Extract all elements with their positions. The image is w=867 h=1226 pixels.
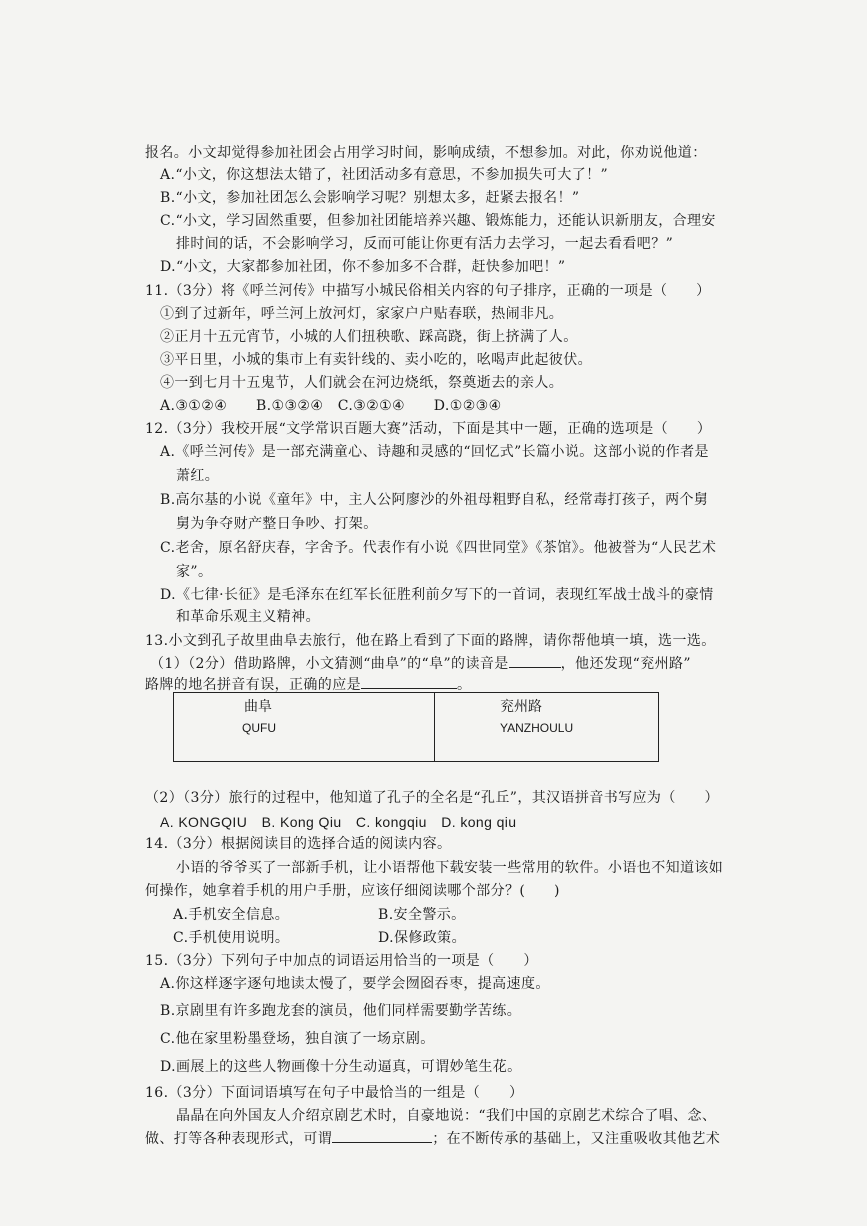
road-sign-table <box>173 692 659 762</box>
q12-option-b-line2: 舅为争夺财产整日争吵、打架。 <box>176 516 378 532</box>
q13-answer-blank-1[interactable] <box>509 655 561 668</box>
q16-body-text-a: 做、打等各种表现形式，可谓 <box>145 1131 333 1147</box>
q12-option-b-line1: B.高尔基的小说《童年》中，主人公阿廖沙的外祖母粗野自私，经常毒打孩子，两个舅 <box>160 492 709 508</box>
q11-stem: 11.（3分）将《呼兰河传》中描写小城民俗相关内容的句子排序，正确的一项是（ ） <box>145 283 711 299</box>
q16-body-line2 <box>145 1130 720 1148</box>
q15-option-a: A.你这样逐字逐句地读太慢了，要学会囫囵吞枣，提高速度。 <box>160 976 550 992</box>
q16-stem: 16.（3分）下面词语填写在句子中最恰当的一组是（ ） <box>145 1085 524 1101</box>
q11-sentence-4: ④一到七月十五鬼节，人们就会在河边烧纸，祭奠逝去的亲人。 <box>160 375 564 391</box>
q12-option-a-line1: A.《呼兰河传》是一部充满童心、诗趣和灵感的“回忆式”长篇小说。这部小说的作者是 <box>160 444 709 460</box>
q10-lead: 报名。小文却觉得参加社团会占用学习时间，影响成绩，不想参加。对此，你劝说他道： <box>145 145 707 161</box>
q12-option-c-line2: 家”。 <box>176 564 213 580</box>
q14-stem: 14.（3分）根据阅读目的选择合适的阅读内容。 <box>145 836 452 852</box>
q12-stem: 12.（3分）我校开展“文学常识百题大赛”活动，下面是其中一题，正确的选项是（ ） <box>145 421 712 437</box>
q16-answer-blank[interactable] <box>332 1130 432 1143</box>
q15-option-b: B.京剧里有许多跑龙套的演员，他们同样需要勤学苦练。 <box>160 1003 522 1019</box>
q11-sentence-2: ②正月十五元宵节，小城的人们扭秧歌、踩高跷，街上挤满了人。 <box>160 329 578 345</box>
q11-sentence-1: ①到了过新年，呼兰河上放河灯，家家户户贴春联，热闹非凡。 <box>160 306 564 322</box>
q13-part2-options: A. KONGQIU B. Kong Qiu C. kongqiu D. kong qiu <box>160 814 517 830</box>
q13-answer-blank-2[interactable] <box>361 676 457 689</box>
q12-option-d-line2: 和革命乐观主义精神。 <box>176 609 320 625</box>
q10-option-c-line2: 排时间的话，不会影响学习，反而可能让你更有活力去学习，一起去看看吧？” <box>176 236 674 252</box>
q14-body-line2: 何操作，她拿着手机的用户手册，应该仔细阅读哪个部分？( ) <box>145 883 560 899</box>
q10-option-c-line1: C.“小文，学习固然重要，但参加社团能培养兴趣、锻炼能力，还能认识新朋友，合理安 <box>160 213 716 229</box>
sign-2-pinyin: YANZHOULU <box>500 721 574 735</box>
q12-option-c-line1: C.老舍，原名舒庆春，字舍予。代表作有小说《四世同堂》《茶馆》。他被誉为“人民艺术 <box>160 540 717 556</box>
q10-option-b: B.“小文，参加社团怎么会影响学习呢？别想太多，赶紧去报名！” <box>160 190 580 206</box>
q14-option-a: A.手机安全信息。 <box>173 907 290 923</box>
table-divider <box>434 693 435 761</box>
q13-stem: 13.小文到孔子故里曲阜去旅行，他在路上看到了下面的路牌，请你帮他填一填，选一选。 <box>145 633 716 649</box>
q11-options: A.③①②④ B.①③②④ C.③②①④ D.①②③④ <box>160 398 502 414</box>
q13-part1-line1 <box>150 655 691 673</box>
q15-option-d: D.画展上的这些人物画像十分生动逼真，可谓妙笔生花。 <box>160 1059 522 1075</box>
q15-stem: 15.（3分）下列句子中加点的词语运用恰当的一项是（ ） <box>145 953 538 969</box>
q13-part1-text-d: 。 <box>457 677 472 693</box>
q11-sentence-3: ③平日里，小城的集市上有卖针线的、卖小吃的，吆喝声此起彼伏。 <box>160 352 592 368</box>
q16-body-line1: 晶晶在向外国友人介绍京剧艺术时，自豪地说：“我们中国的京剧艺术综合了唱、念、 <box>176 1108 717 1124</box>
sign-1-pinyin: QUFU <box>242 721 276 735</box>
q13-part1-text-c: 路牌的地名拼音有误，正确的应是 <box>145 677 361 693</box>
q13-part1-text-a: （1）（2分）借助路牌，小文猜测“曲阜”的“阜”的读音是 <box>150 656 509 672</box>
sign-2-name: 兖州路 <box>500 699 542 715</box>
q12-option-d-line1: D.《七律·长征》是毛泽东在红军长征胜利前夕写下的一首词，表现红军战士战斗的豪情 <box>160 587 714 603</box>
q10-option-d: D.“小文，大家都参加社团，你不参加多不合群，赶快参加吧！” <box>160 259 566 275</box>
q13-part2-stem: （2）（3分）旅行的过程中，他知道了孔子的全名是“孔丘”，其汉语拼音书写应为（ ） <box>145 790 719 806</box>
q16-body-text-b: ；在不断传承的基础上，又注重吸收其他艺术 <box>432 1131 721 1147</box>
q10-option-a: A.“小文，你这想法太错了，社团活动多有意思，不参加损失可大了！” <box>160 167 609 183</box>
q12-option-a-line2: 萧红。 <box>176 468 220 484</box>
q14-option-b: B.安全警示。 <box>378 907 466 923</box>
q14-option-d: D.保修政策。 <box>378 930 466 946</box>
q14-option-c: C.手机使用说明。 <box>173 930 290 946</box>
q14-body-line1: 小语的爷爷买了一部新手机，让小语帮他下载安装一些常用的软件。小语也不知道该如 <box>176 860 724 876</box>
sign-1-name: 曲阜 <box>244 699 272 715</box>
q15-option-c: C.他在家里粉墨登场，独自演了一场京剧。 <box>160 1031 435 1047</box>
q13-part1-text-b: ，他还发现“兖州路” <box>560 656 691 672</box>
